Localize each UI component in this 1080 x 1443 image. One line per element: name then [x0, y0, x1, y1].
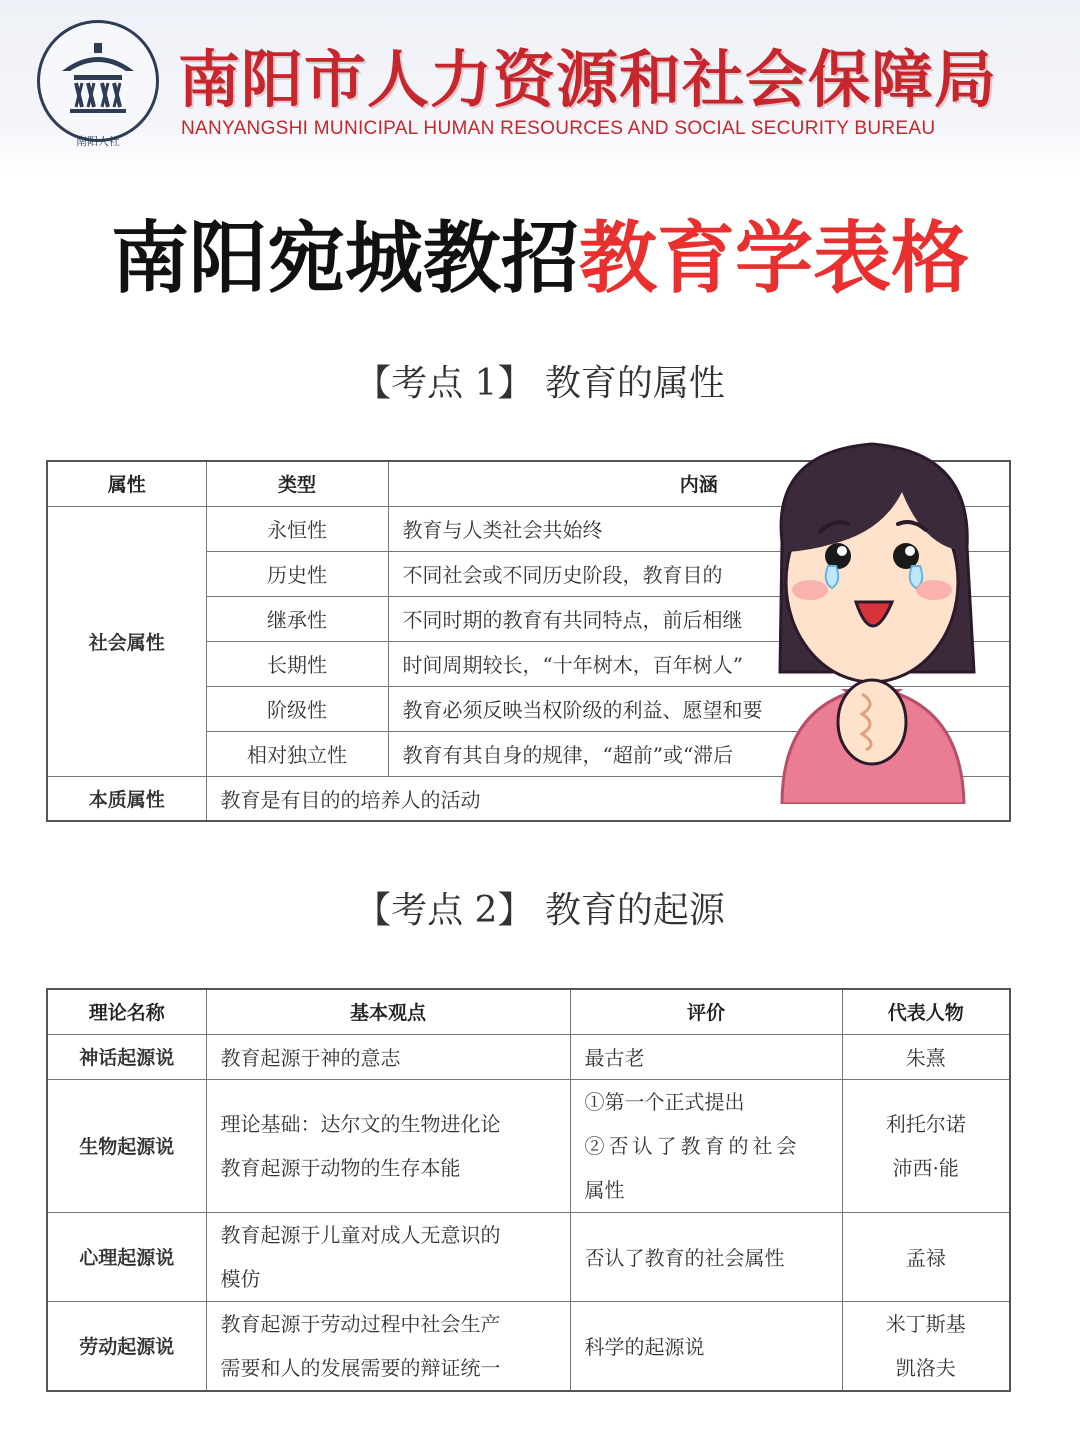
section1-title: 【考点 1】 教育的属性 [355, 363, 725, 404]
title-part1: 南阳宛城教招 [110, 214, 579, 304]
theory-view [206, 1212, 570, 1301]
header-cell: 代表人物 [842, 989, 1010, 1034]
header-cell: 属性 [47, 461, 206, 506]
table-row [47, 1301, 1010, 1391]
view-line: 教育起源于动物的生存本能 [220, 1155, 461, 1180]
theory-view [206, 1301, 570, 1391]
evaluation-line: ②否认了教育的社会 [584, 1133, 801, 1158]
crying-girl-icon [752, 432, 992, 804]
theory-name: 神话起源说 [47, 1034, 206, 1079]
type-cell: 长期性 [206, 641, 388, 686]
group-label: 社会属性 [47, 506, 206, 776]
evaluation-line: 属性 [584, 1177, 625, 1202]
table-row [47, 1034, 1010, 1079]
header-cell: 类型 [206, 461, 388, 506]
person-line: 沛西·能 [892, 1155, 959, 1180]
theory-view: 教育起源于神的意志 [206, 1034, 570, 1079]
person-line: 利托尔诺 [885, 1111, 966, 1136]
logo-text: 南阳人社 [76, 135, 120, 148]
theory-evaluation: 最古老 [570, 1034, 842, 1079]
view-line: 教育起源于儿童对成人无意识的 [220, 1222, 501, 1247]
essence-label: 本质属性 [47, 776, 206, 821]
view-line: 教育起源于劳动过程中社会生产 [220, 1311, 501, 1336]
origin-table [46, 988, 1011, 1392]
header-cell: 内涵 [388, 461, 1010, 506]
header-cell: 理论名称 [47, 989, 206, 1034]
theory-evaluation: 否认了教育的社会属性 [570, 1212, 842, 1301]
theory-name: 生物起源说 [47, 1079, 206, 1212]
person-line: 米丁斯基 [885, 1311, 966, 1336]
view-line: 理论基础：达尔文的生物进化论 [220, 1111, 501, 1136]
theory-name: 劳动起源说 [47, 1301, 206, 1391]
type-cell: 继承性 [206, 596, 388, 641]
theory-person [842, 1301, 1010, 1391]
meaning-cell: 不同社会或不同历史阶段，教育目的 [388, 551, 1010, 596]
page-title [0, 196, 1080, 308]
meaning-cell: 不同时期的教育有共同特点，前后相继 [388, 596, 1010, 641]
header-cell: 基本观点 [206, 989, 570, 1034]
pavilion-icon [40, 23, 156, 139]
header-cell: 评价 [570, 989, 842, 1034]
evaluation-line: ①第一个正式提出 [584, 1089, 745, 1114]
org-name-en: NANYANGSHI MUNICIPAL HUMAN RESOURCES AND SOCIAL SECURITY BUREAU [181, 118, 936, 139]
meaning-cell: 时间周期较长，“十年树木，百年树人” [388, 641, 1010, 686]
theory-name: 心理起源说 [47, 1212, 206, 1301]
meaning-cell: 教育必须反映当权阶级的利益、愿望和要 [388, 686, 1010, 731]
table-row [47, 1212, 1010, 1301]
meaning-cell: 教育有其自身的规律，“超前”或“滞后 [388, 731, 1010, 776]
type-cell: 永恒性 [206, 506, 388, 551]
org-name-cn: 南阳市人力资源和社会保障局 [178, 43, 998, 116]
table-header-row [47, 989, 1010, 1034]
table-row [47, 1079, 1010, 1212]
theory-evaluation: 科学的起源说 [570, 1301, 842, 1391]
title-part2: 教育学表格 [579, 214, 970, 304]
theory-view [206, 1079, 570, 1212]
person-line: 凯洛夫 [895, 1355, 956, 1380]
bureau-logo [37, 20, 159, 148]
section2-title: 【考点 2】 教育的起源 [355, 890, 725, 931]
essence-meaning: 教育是有目的的培养人的活动 [206, 776, 1010, 821]
type-cell: 相对独立性 [206, 731, 388, 776]
view-line: 模仿 [220, 1266, 261, 1291]
theory-person: 孟禄 [842, 1212, 1010, 1301]
theory-evaluation [570, 1079, 842, 1212]
type-cell: 阶级性 [206, 686, 388, 731]
view-line: 需要和人的发展需要的辩证统一 [220, 1355, 501, 1380]
theory-person [842, 1079, 1010, 1212]
type-cell: 历史性 [206, 551, 388, 596]
meaning-cell: 教育与人类社会共始终 [388, 506, 1010, 551]
theory-person: 朱熹 [842, 1034, 1010, 1079]
